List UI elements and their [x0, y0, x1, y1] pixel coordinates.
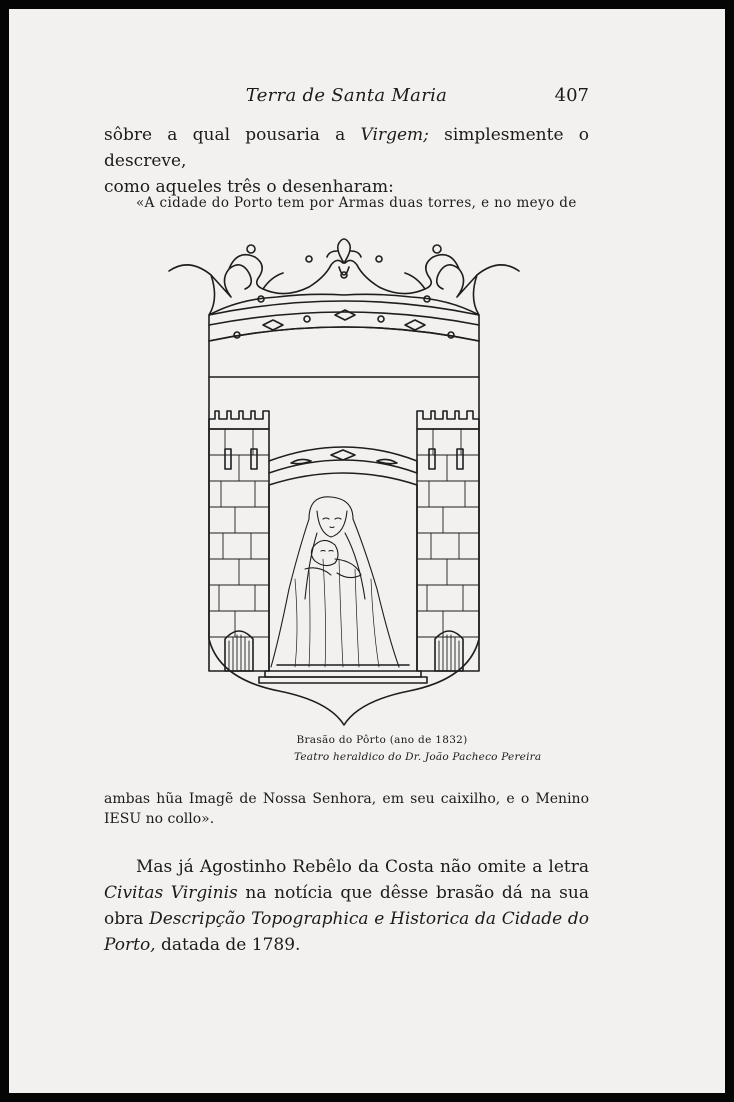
paragraph-agostinho	[104, 854, 589, 958]
niche-and-base	[259, 485, 427, 683]
right-tower	[417, 411, 479, 671]
coat-of-arms-illustration	[159, 229, 529, 729]
paragraph-intro	[104, 122, 589, 200]
page-header	[104, 85, 589, 115]
quote-opening: «A cidade do Porto tem por Armas duas torres, e no meyo de	[136, 195, 577, 211]
running-title: Terra de Santa Maria	[245, 85, 448, 106]
figure-caption-title: Brasão do Pôrto (ano de 1832)	[296, 734, 468, 746]
intro-text-a: sôbre a qual pousaria a	[104, 125, 361, 145]
figure-caption-source: Teatro heraldico do Dr. João Pacheco Pereira	[294, 751, 542, 763]
p2-text-c: datada de 1789.	[155, 935, 301, 955]
book-title-italic: Descripção Topographica e Historica da Cidade do Porto,	[104, 909, 589, 955]
intro-text-b: simplesmente o descreve,	[104, 125, 589, 171]
crown-drawing	[169, 239, 519, 377]
left-tower	[209, 411, 269, 671]
virgin-and-child-figure	[271, 497, 399, 667]
arch-between-towers	[269, 447, 417, 485]
quote-continuation: ambas hũa Imagẽ de Nossa Senhora, em seu caixilho, e o Menino IESU no collo».	[104, 791, 589, 827]
page-number: 407	[554, 85, 589, 106]
p2-text-b: na notícia que dêsse brasão dá na sua obra	[104, 883, 589, 929]
p2-text-a: Mas já Agostinho Rebêlo da Costa não omite a letra	[136, 857, 589, 877]
civitas-virginis-italic: Civitas Virginis	[104, 883, 238, 903]
virgem-italic: Virgem;	[360, 125, 429, 145]
book-page	[9, 9, 725, 1093]
intro-text-c: como aqueles três o desenharam:	[104, 177, 394, 197]
